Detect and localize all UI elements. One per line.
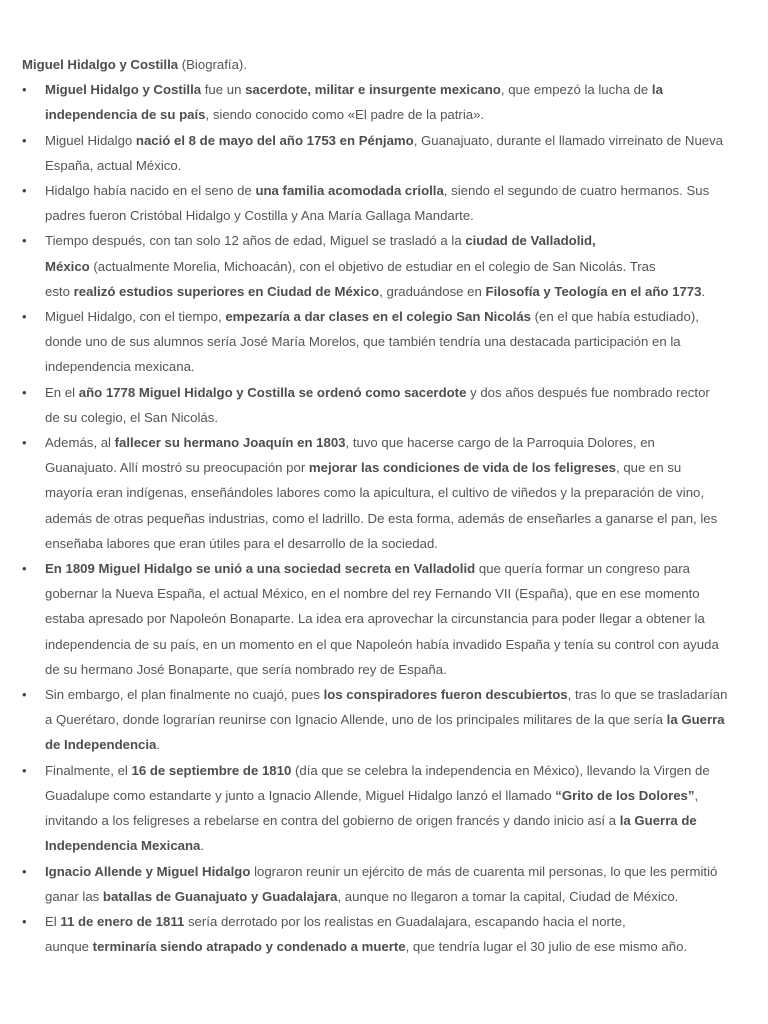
list-item xyxy=(22,178,728,228)
bold-text: “Grito de los Dolores” xyxy=(555,787,695,803)
bullet-icon: • xyxy=(22,82,27,98)
bold-text: la independencia de su país xyxy=(45,82,663,123)
bold-text: Filosofía y Teología en el año 1773 xyxy=(485,283,702,299)
bullet-icon: • xyxy=(22,913,27,929)
bold-text: 16 de septiembre de 1810 xyxy=(131,762,292,778)
text: , Guanajuato, durante el llamado virreinato de Nueva España, actual México. xyxy=(45,132,724,173)
text: (día que se celebra la independencia en México), llevando la Virgen de Guadalupe como estandarte y junto a Ignacio Allende, Miguel Hidalgo lanzó el llamado xyxy=(45,762,710,803)
bullet-icon: • xyxy=(22,309,27,325)
text: Miguel Hidalgo, con el tiempo, xyxy=(45,309,226,325)
list-item xyxy=(22,380,728,430)
list-item xyxy=(22,128,728,178)
bold-text: nació el 8 de mayo del año 1753 en Pénjamo xyxy=(135,132,414,148)
bullet-icon: • xyxy=(22,561,27,577)
bold-text: ciudad de Valladolid, xyxy=(465,233,596,249)
bold-text: 11 de enero de 1811 xyxy=(60,913,185,929)
bullet-icon: • xyxy=(22,384,27,400)
bold-text: los conspiradores fueron descubiertos xyxy=(323,687,568,703)
text: aunque xyxy=(45,939,93,955)
bold-text: mejorar las condiciones de vida de los feligreses xyxy=(308,460,617,476)
bold-text: una familia acomodada criolla xyxy=(255,183,444,199)
biography-list xyxy=(22,77,728,959)
bold-text: Miguel Hidalgo y Costilla xyxy=(45,82,202,98)
bullet-icon: • xyxy=(22,435,27,451)
text: sería derrotado por los realistas en Guadalajara, escapando hacia el norte, xyxy=(184,913,626,929)
text: , que empezó la lucha de xyxy=(500,82,652,98)
document-title xyxy=(22,52,728,77)
bold-text: sacerdote, militar e insurgente mexicano xyxy=(245,82,501,98)
bold-text: realizó estudios superiores en Ciudad de México xyxy=(73,283,380,299)
text: esto xyxy=(45,283,74,299)
text: Miguel Hidalgo xyxy=(45,132,136,148)
text: Además, al xyxy=(45,435,115,451)
text: . xyxy=(200,838,205,854)
list-item xyxy=(22,859,728,909)
text: Tiempo después, con tan solo 12 años de edad, Miguel se trasladó a la xyxy=(45,233,466,249)
list-item xyxy=(22,304,728,380)
list-item xyxy=(22,909,728,959)
bullet-icon: • xyxy=(22,863,27,879)
list-item xyxy=(22,556,728,682)
text: , graduándose en xyxy=(379,283,486,299)
bold-text: Miguel Hidalgo y Costilla xyxy=(22,57,179,72)
bullet-icon: • xyxy=(22,183,27,199)
text: , que en su mayoría eran indígenas, enseñándoles labores como la apicultura, el cultivo de viñedos y la preparación de vino, además de otras pequeñas industrias, como el ladrillo. De esta forma, además de enseñarles a ganarse el pan, les enseñaba labores que eran útiles para el desarrollo de la sociedad. xyxy=(45,460,718,551)
text: (Biografía). xyxy=(178,57,247,72)
text: que quería formar un congreso para gobernar la Nueva España, el actual México, en el nombre del rey Fernando VII (España), que en ese momento estaba apresado por Napoleón Bonaparte. La idea era aprovechar la circunstancia para poder llegar a obtener la independencia de su país, en un momento en el que Napoleón había invadido España y tenía su control con ayuda de su hermano José Bonaparte, que sería nombrado rey de España. xyxy=(45,561,719,677)
text: , invitando a los feligreses a rebelarse en contra del gobierno de origen francés y dando inicio así a xyxy=(45,787,699,829)
text: , siendo conocido como «El padre de la patria». xyxy=(205,107,485,123)
text: fue un xyxy=(201,82,246,98)
text: . xyxy=(156,737,161,753)
bold-text: la Guerra de Independencia xyxy=(45,712,725,753)
list-item xyxy=(22,758,728,859)
bullet-icon: • xyxy=(22,233,27,249)
list-item xyxy=(22,682,728,758)
text: El xyxy=(45,913,61,929)
text: Sin embargo, el plan finalmente no cuajó, pues xyxy=(45,687,324,703)
list-item xyxy=(22,430,728,556)
text: , siendo el segundo de cuatro hermanos. Sus padres fueron Cristóbal Hidalgo y Costilla y Ana María Gallaga Mandarte. xyxy=(45,183,710,224)
bold-text: terminaría siendo atrapado y condenado a muerte xyxy=(92,939,406,955)
list-item xyxy=(22,77,728,127)
bullet-icon: • xyxy=(22,687,27,703)
bold-text: México xyxy=(45,258,90,274)
bold-text: batallas de Guanajuato y Guadalajara xyxy=(102,888,338,904)
text: (en el que había estudiado), donde uno de sus alumnos sería José María Morelos, que también tendría una destacada participación en la independencia mexicana. xyxy=(45,309,699,375)
text: , tras lo que se trasladarían a Querétaro, donde lograrían reunirse con Ignacio Allende, uno de los principales militares de la que sería xyxy=(45,687,728,728)
bullet-icon: • xyxy=(22,762,27,778)
list-item xyxy=(22,228,728,304)
text: Finalmente, el xyxy=(45,762,132,778)
bold-text: año 1778 Miguel Hidalgo y Costilla se ordenó como sacerdote xyxy=(78,384,467,400)
text: Hidalgo había nacido en el seno de xyxy=(45,183,256,199)
bold-text: fallecer su hermano Joaquín en 1803 xyxy=(114,435,346,451)
bold-text: Ignacio Allende y Miguel Hidalgo xyxy=(45,863,251,879)
text: , que tendría lugar el 30 julio de ese mismo año. xyxy=(405,939,688,955)
text: , tuvo que hacerse cargo de la Parroquia Dolores, en Guanajuato. Allí mostró su preocupación por xyxy=(45,435,655,476)
bullet-icon: • xyxy=(22,132,27,148)
bold-text: En 1809 Miguel Hidalgo se unió a una sociedad secreta en Valladolid xyxy=(45,561,476,577)
text: En el xyxy=(45,384,79,400)
text: (actualmente Morelia, Michoacán), con el objetivo de estudiar en el colegio de San Nicolás. Tras xyxy=(89,258,656,274)
text: . xyxy=(701,283,706,299)
text: lograron reunir un ejército de más de cuarenta mil personas, lo que les permitió ganar las xyxy=(45,863,718,904)
text: y dos años después fue nombrado rector de su colegio, el San Nicolás. xyxy=(45,384,710,425)
bold-text: empezaría a dar clases en el colegio San Nicolás xyxy=(225,309,531,325)
text: , aunque no llegaron a tomar la capital, Ciudad de México. xyxy=(337,888,679,904)
bold-text: la Guerra de Independencia Mexicana xyxy=(45,813,697,854)
